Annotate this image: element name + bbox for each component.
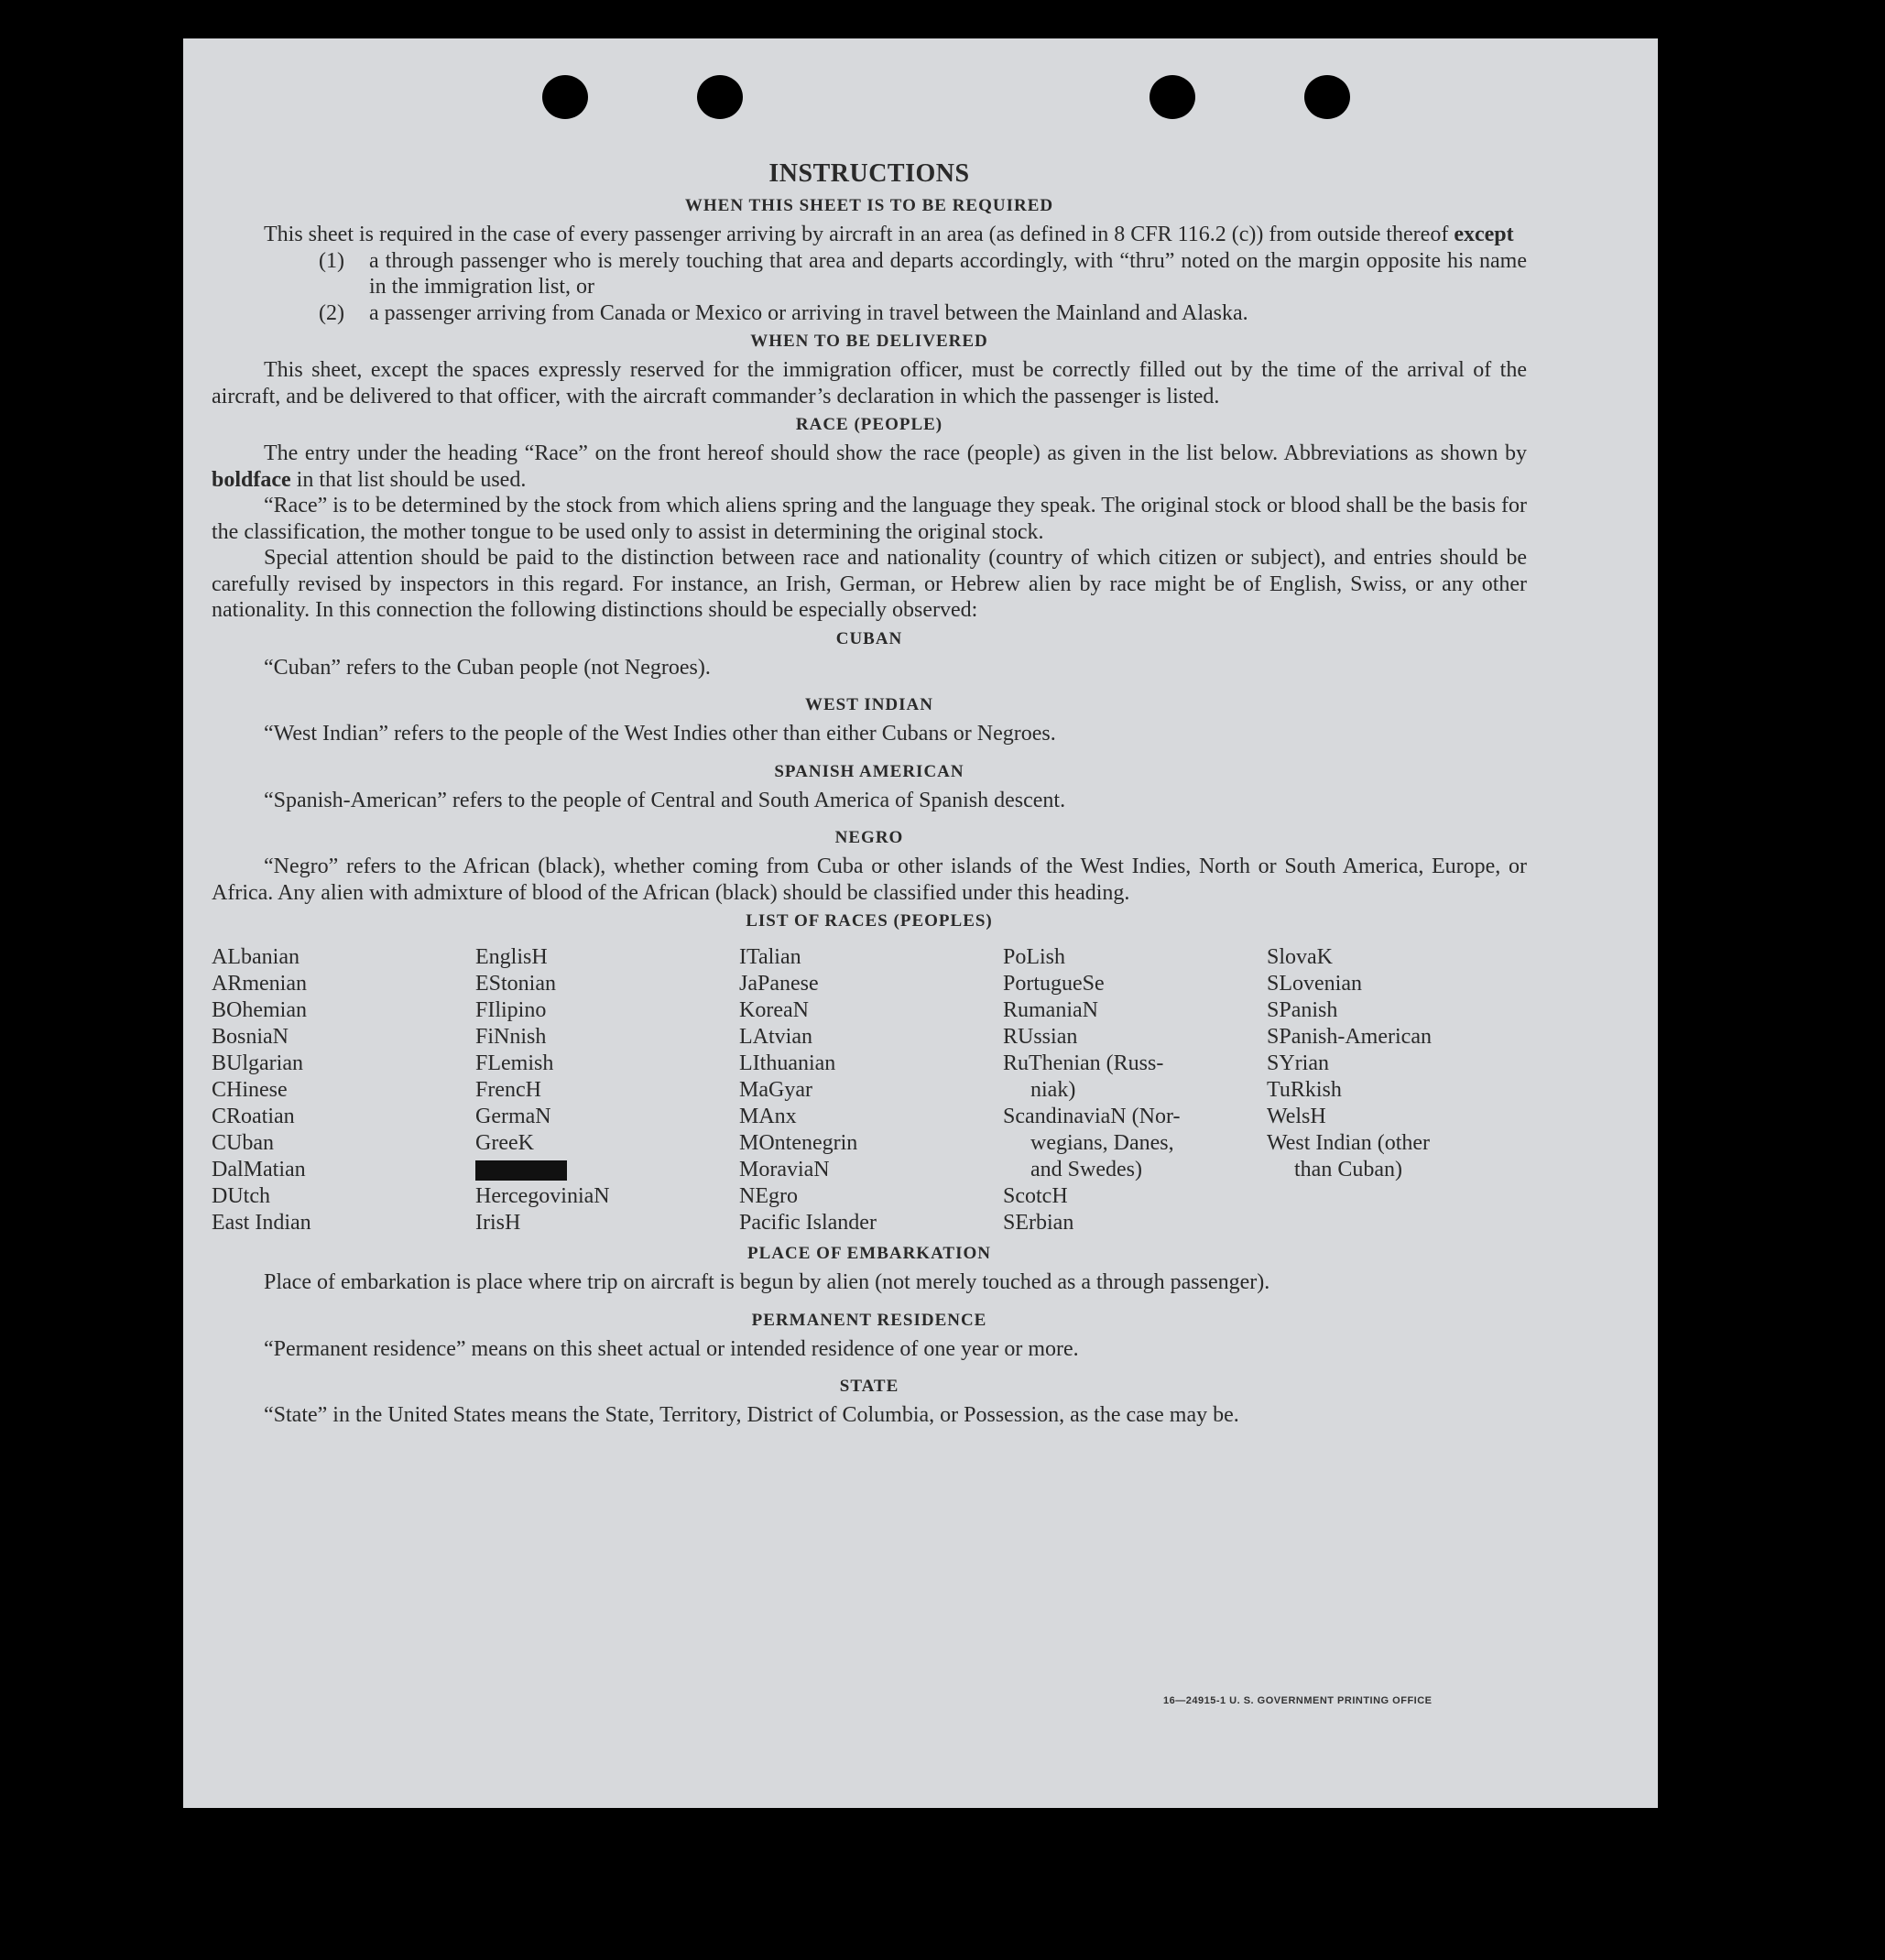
- punch-hole: [542, 75, 588, 119]
- race-entry: ScandinaviaN (Nor-: [1003, 1105, 1181, 1128]
- race-entry: JaPanese: [739, 972, 819, 996]
- race-entry: ALbanian: [212, 945, 300, 969]
- paragraph: The entry under the heading “Race” on the front hereof should show the race (people) as given in the list below. Abbreviations as shown by boldface in that list should be used.: [212, 441, 1527, 492]
- race-entry: GreeK: [475, 1131, 534, 1155]
- race-entry: RuThenian (Russ-: [1003, 1051, 1164, 1075]
- race-entry: SlovaK: [1267, 945, 1333, 969]
- section-heading: SPANISH AMERICAN: [774, 761, 964, 781]
- section-heading: STATE: [839, 1377, 899, 1396]
- race-entry: BosniaN: [212, 1025, 289, 1049]
- section-heading: LIST OF RACES (PEOPLES): [746, 911, 993, 931]
- race-entry: LAtvian: [739, 1025, 812, 1049]
- race-entry: DUtch: [212, 1184, 270, 1208]
- race-entry: SLovenian: [1267, 972, 1362, 996]
- race-entry: ITalian: [739, 945, 801, 969]
- race-entry: FiNnish: [475, 1025, 547, 1049]
- document-sheet: [183, 38, 1658, 1808]
- punch-hole: [697, 75, 743, 119]
- paragraph: “Negro” refers to the African (black), whether coming from Cuba or other islands of the West Indies, North or South America, Europe, or Africa. Any alien with admixture of blood of the African (black) should be classified under this heading.: [212, 855, 1527, 905]
- race-entry: CUban: [212, 1131, 274, 1155]
- race-entry: SPanish-American: [1267, 1025, 1432, 1049]
- race-entry: RumaniaN: [1003, 998, 1098, 1022]
- race-entry: GermaN: [475, 1105, 551, 1128]
- race-entry-continuation: than Cuban): [1294, 1158, 1402, 1181]
- paragraph: “Spanish-American” refers to the people of Central and South America of Spanish descent.: [264, 788, 1066, 812]
- race-entry: DalMatian: [212, 1158, 306, 1181]
- race-entry: LIthuanian: [739, 1051, 836, 1075]
- paragraph: “Cuban” refers to the Cuban people (not Negroes).: [264, 655, 711, 680]
- section-heading: WEST INDIAN: [805, 695, 933, 714]
- race-entry: CHinese: [212, 1078, 288, 1102]
- race-column: [1003, 944, 1267, 1236]
- race-column: [475, 944, 739, 1236]
- race-entry: PortugueSe: [1003, 972, 1105, 996]
- item-number: (2): [319, 300, 344, 325]
- race-entry: CRoatian: [212, 1105, 295, 1128]
- section-heading: PERMANENT RESIDENCE: [751, 1310, 987, 1330]
- race-column: [212, 944, 475, 1236]
- race-entry: FIlipino: [475, 998, 547, 1022]
- item-text: a passenger arriving from Canada or Mexico or arriving in travel between the Mainland and Alaska.: [369, 300, 1248, 325]
- race-entry-continuation: niak): [1030, 1078, 1076, 1102]
- race-column: [739, 944, 1003, 1236]
- paragraph: “Permanent residence” means on this sheet actual or intended residence of one year or more.: [264, 1336, 1079, 1361]
- race-entry: HercegoviniaN: [475, 1184, 610, 1208]
- paragraph: “Race” is to be determined by the stock from which aliens spring and the language they speak. The original stock or blood shall be the basis for the classification, the mother tongue to be used only to assist in determining the original stock.: [212, 494, 1527, 544]
- race-entry: EnglisH: [475, 945, 548, 969]
- race-entry: MoraviaN: [739, 1158, 830, 1181]
- race-entry: ARmenian: [212, 972, 307, 996]
- race-entry: FLemish: [475, 1051, 554, 1075]
- redaction-mark: [475, 1160, 567, 1181]
- punch-hole: [1150, 75, 1195, 119]
- paragraph: “West Indian” refers to the people of the West Indies other than either Cubans or Negroes.: [264, 722, 1056, 746]
- race-entry: WelsH: [1267, 1105, 1326, 1128]
- item-text: a through passenger who is merely touching that area and departs accordingly, with “thru” noted on the margin opposite his name in the immigration list, or: [369, 248, 1527, 299]
- race-entry: IrisH: [475, 1211, 521, 1235]
- section-heading: NEGRO: [834, 828, 904, 847]
- paragraph: Place of embarkation is place where trip on aircraft is begun by alien (not merely touched as a through passenger).: [264, 1270, 1270, 1294]
- punch-hole: [1304, 75, 1350, 119]
- race-entry-continuation: and Swedes): [1030, 1158, 1142, 1181]
- section-heading: CUBAN: [835, 628, 903, 648]
- race-entry: TuRkish: [1267, 1078, 1342, 1102]
- race-entry: RUssian: [1003, 1025, 1078, 1049]
- list-item: [212, 248, 1527, 300]
- paragraph: This sheet is required in the case of every passenger arriving by aircraft in an area (as defined in 8 CFR 116.2 (c)) from outside thereof except: [264, 223, 1514, 246]
- race-entry: BUlgarian: [212, 1051, 303, 1075]
- race-entry: MaGyar: [739, 1078, 812, 1102]
- race-entry: SErbian: [1003, 1211, 1074, 1235]
- race-entry: NEgro: [739, 1184, 798, 1208]
- paragraph: “State” in the United States means the State, Territory, District of Columbia, or Possession, as the case may be.: [264, 1403, 1239, 1427]
- section-heading: WHEN TO BE DELIVERED: [750, 332, 988, 351]
- race-entry: West Indian (other: [1267, 1131, 1431, 1155]
- paragraph: Special attention should be paid to the distinction between race and nationality (country of which citizen or subject), and entries should be carefully revised by inspectors in this regard. For instance, an Irish, German, or Hebrew alien by race might be of English, Swiss, or any other nationality. In this connection the following distinctions should be especially observed:: [212, 546, 1527, 622]
- page-title: INSTRUCTIONS: [768, 159, 970, 188]
- race-entry: PoLish: [1003, 945, 1066, 969]
- race-entry: ScotcH: [1003, 1184, 1068, 1208]
- list-item: [212, 300, 1527, 327]
- race-entry: SPanish: [1267, 998, 1338, 1022]
- race-entry: BOhemian: [212, 998, 307, 1022]
- item-number: (1): [319, 248, 344, 273]
- race-entry: FrencH: [475, 1078, 541, 1102]
- race-entry: SYrian: [1267, 1051, 1329, 1075]
- section-heading: WHEN THIS SHEET IS TO BE REQUIRED: [684, 196, 1054, 215]
- race-entry: MAnx: [739, 1105, 797, 1128]
- race-list: [212, 944, 1527, 1236]
- instructions-content: [212, 159, 1527, 1429]
- race-entry: MOntenegrin: [739, 1131, 858, 1155]
- section-heading: PLACE OF EMBARKATION: [747, 1244, 991, 1263]
- race-entry: East Indian: [212, 1211, 311, 1235]
- paragraph: This sheet, except the spaces expressly reserved for the immigration officer, must be correctly filled out by the time of the arrival of the aircraft, and be delivered to that officer, with the aircraft commander’s declaration in which the passenger is listed.: [212, 358, 1527, 408]
- section-heading: RACE (PEOPLE): [795, 415, 943, 434]
- race-entry-continuation: wegians, Danes,: [1030, 1131, 1174, 1155]
- race-entry: KoreaN: [739, 998, 809, 1022]
- race-entry: Pacific Islander: [739, 1211, 877, 1235]
- race-column: [1267, 944, 1527, 1236]
- redacted-entry: [475, 1157, 739, 1183]
- printing-office-code: 16—24915-1 U. S. GOVERNMENT PRINTING OFFICE: [1163, 1695, 1433, 1706]
- race-entry: EStonian: [475, 972, 556, 996]
